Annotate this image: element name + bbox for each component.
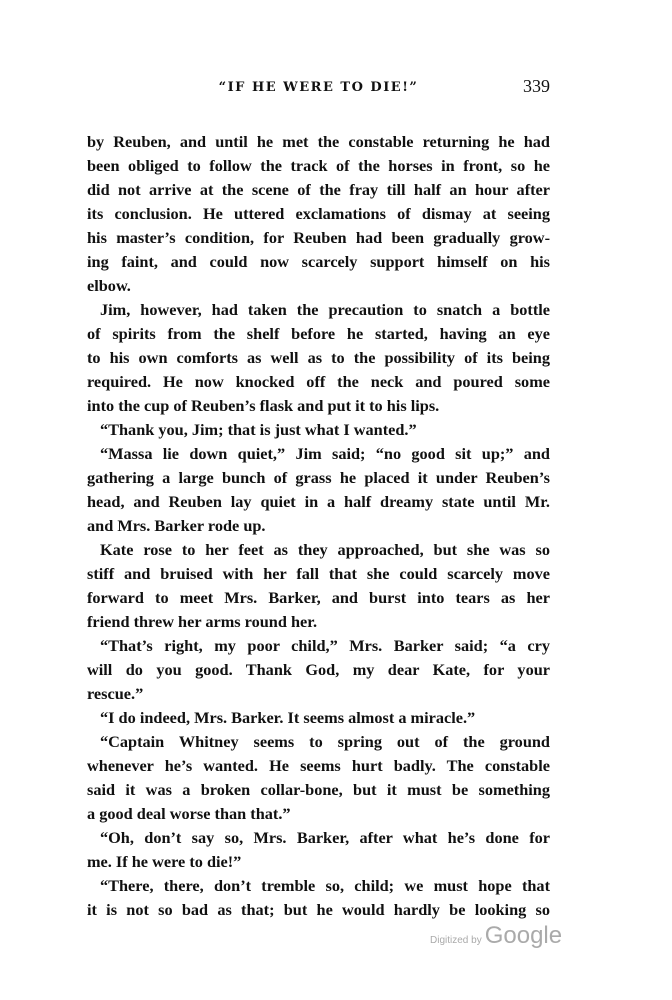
text-line: did not arrive at the scene of the fray till half an hour after — [87, 180, 550, 199]
text-line: into the cup of Reuben’s flask and put it to his lips. — [87, 396, 440, 415]
page-body — [87, 130, 550, 922]
text-line: Kate rose to her feet as they approached, but she was so — [100, 540, 550, 559]
text-line: “There, there, don’t tremble so, child; we must hope that — [100, 876, 550, 895]
text-line: to his own comforts as well as to the possibility of its being — [87, 348, 550, 367]
paragraph — [87, 634, 550, 706]
text-line: “Thank you, Jim; that is just what I wanted.” — [100, 420, 417, 439]
text-line: “Captain Whitney seems to spring out of the ground — [100, 732, 550, 751]
watermark-brand: Google — [484, 922, 563, 949]
text-line: gathering a large bunch of grass he placed it under Reuben’s — [87, 468, 550, 487]
page-header — [87, 76, 550, 100]
paragraph — [87, 130, 550, 298]
text-line: head, and Reuben lay quiet in a half dreamy state until Mr. — [87, 492, 550, 511]
paragraph — [87, 730, 550, 826]
text-line: “Massa lie down quiet,” Jim said; “no good sit up;” and — [100, 444, 550, 463]
text-line: Jim, however, had taken the precaution to snatch a bottle — [100, 300, 550, 319]
text-line: his master’s condition, for Reuben had been gradually grow- — [87, 228, 550, 247]
paragraph — [87, 706, 550, 730]
watermark-prefix: Digitized by — [430, 935, 482, 946]
text-line: friend threw her arms round her. — [87, 612, 318, 631]
text-line: “Oh, don’t say so, Mrs. Barker, after what he’s done for — [100, 828, 550, 847]
text-line: required. He now knocked off the neck and poured some — [87, 372, 550, 391]
text-line: and Mrs. Barker rode up. — [87, 516, 266, 535]
text-line: rescue.” — [87, 684, 144, 703]
digitized-by-google-watermark — [430, 922, 562, 950]
text-line: its conclusion. He uttered exclamations of dismay at seeing — [87, 204, 550, 223]
text-line: whenever he’s wanted. He seems hurt badly. The constable — [87, 756, 550, 775]
text-line: elbow. — [87, 276, 131, 295]
text-line: will do you good. Thank God, my dear Kate, for your — [87, 660, 550, 679]
text-line: been obliged to follow the track of the horses in front, so he — [87, 156, 550, 175]
text-line: ing faint, and could now scarcely support himself on his — [87, 252, 550, 271]
paragraph — [87, 442, 550, 538]
running-title: “IF HE WERE TO DIE!” — [218, 80, 419, 95]
text-line: “That’s right, my poor child,” Mrs. Barker said; “a cry — [100, 636, 550, 655]
paragraph — [87, 826, 550, 874]
text-line: it is not so bad as that; but he would hardly be looking so — [87, 900, 550, 919]
text-line: “I do indeed, Mrs. Barker. It seems almost a miracle.” — [100, 708, 476, 727]
paragraph — [87, 874, 550, 922]
page-number: 339 — [523, 76, 550, 96]
paragraph — [87, 538, 550, 634]
paragraph — [87, 298, 550, 418]
text-line: of spirits from the shelf before he started, having an eye — [87, 324, 550, 343]
text-line: said it was a broken collar-bone, but it must be something — [87, 780, 550, 799]
text-line: a good deal worse than that.” — [87, 804, 291, 823]
text-line: me. If he were to die!” — [87, 852, 242, 871]
text-line: forward to meet Mrs. Barker, and burst into tears as her — [87, 588, 550, 607]
text-line: stiff and bruised with her fall that she could scarcely move — [87, 564, 550, 583]
text-line: by Reuben, and until he met the constable returning he had — [87, 132, 550, 151]
paragraph — [87, 418, 550, 442]
